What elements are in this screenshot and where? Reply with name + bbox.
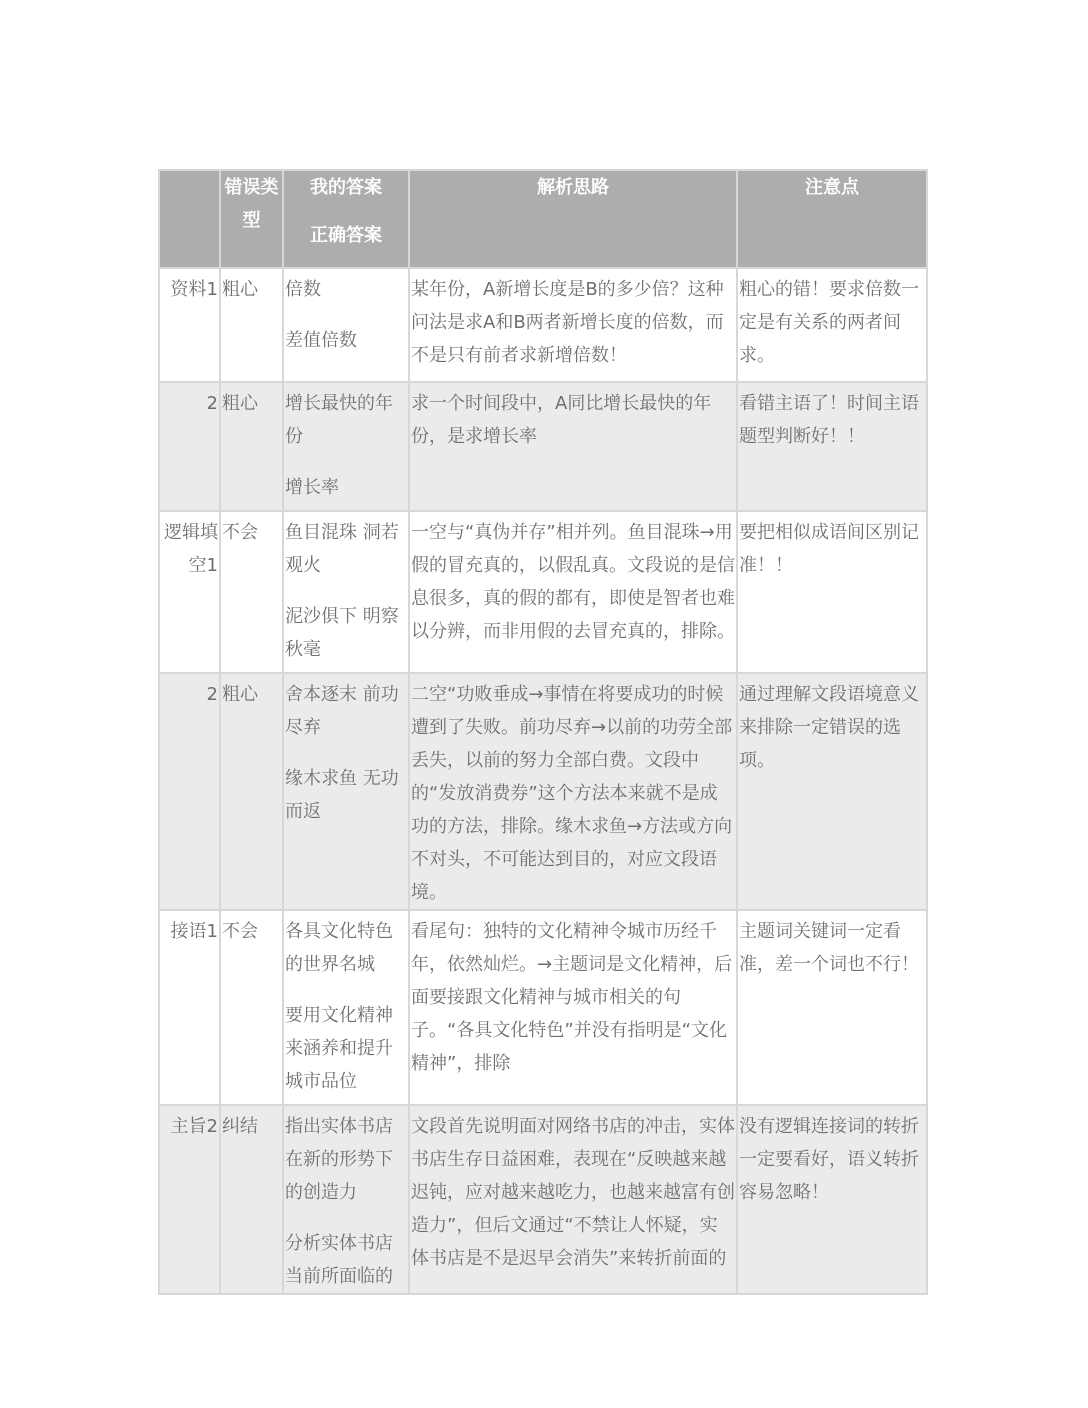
row-analysis: 一空与“真伪并存”相并列。鱼目混珠→用假的冒充真的，以假乱真。文段说的是信息很多，真的假的都有，即使是智者也难以分辨，而非用假的去冒充真的，排除。	[411, 522, 735, 642]
table-row	[159, 910, 927, 1105]
table-row	[159, 382, 927, 511]
row-error-type: 不会	[222, 522, 258, 543]
row-error-type: 不会	[222, 921, 258, 942]
header-answers	[283, 170, 409, 268]
row-correct-answer: 分析实体书店当前所面临的	[285, 1233, 393, 1287]
row-analysis: 文段首先说明面对网络书店的冲击，实体书店生存日益困难，表现在“反映越来越迟钝，应对越来越吃力，也越来越富有创造力”，但后文通过“不禁让人怀疑，实体书店是不是迟早会消失”来转折前面的	[411, 1116, 735, 1269]
row-error-type: 粗心	[222, 279, 258, 300]
row-my-answer: 倍数	[285, 279, 321, 300]
header-my-answer: 我的答案	[310, 177, 382, 198]
row-note: 主题词关键词一定看准，差一个词也不行！	[739, 921, 919, 975]
row-note: 没有逻辑连接词的转折一定要看好，语义转折容易忽略！	[739, 1116, 919, 1203]
row-item: 2	[206, 684, 218, 705]
error-review-table	[158, 169, 928, 1295]
row-analysis: 求一个时间段中，A同比增长最快的年份，是求增长率	[411, 393, 712, 447]
row-my-answer: 指出实体书店在新的形势下的创造力	[285, 1116, 393, 1203]
row-error-type: 粗心	[222, 684, 258, 705]
row-item: 2	[206, 393, 218, 414]
row-correct-answer: 差值倍数	[285, 330, 357, 351]
row-analysis: 某年份，A新增长度是B的多少倍？这种问法是求A和B两者新增长度的倍数，而不是只有前者求新增倍数！	[411, 279, 724, 366]
header-correct-answer: 正确答案	[310, 225, 382, 246]
row-error-type: 纠结	[222, 1116, 258, 1137]
table-row	[159, 1105, 927, 1294]
row-note: 通过理解文段语境意义来排除一定错误的选项。	[739, 684, 919, 771]
row-correct-answer: 增长率	[285, 477, 339, 498]
row-item: 逻辑填空1	[164, 522, 218, 576]
row-item: 资料1	[170, 279, 218, 300]
row-correct-answer: 要用文化精神来涵养和提升城市品位	[285, 1005, 393, 1092]
header-analysis: 解析思路	[409, 170, 737, 268]
header-error-type: 错误类型	[220, 170, 283, 268]
row-note: 看错主语了！时间主语题型判断好！！	[739, 393, 919, 447]
row-my-answer: 增长最快的年份	[285, 393, 393, 447]
row-correct-answer: 缘木求鱼 无功而返	[285, 768, 399, 822]
row-analysis: 看尾句：独特的文化精神令城市历经千年，依然灿烂。→主题词是文化精神，后面要接跟文化精神与城市相关的句子。“各具文化特色”并没有指明是“文化精神”，排除	[411, 921, 733, 1074]
header-row	[159, 170, 927, 268]
row-note: 要把相似成语间区别记准！！	[739, 522, 919, 576]
row-correct-answer: 泥沙俱下 明察秋毫	[285, 606, 399, 660]
row-my-answer: 各具文化特色的世界名城	[285, 921, 393, 975]
row-note: 粗心的错！要求倍数一定是有关系的两者间求。	[739, 279, 919, 366]
row-analysis: 二空“功败垂成→事情在将要成功的时候遭到了失败。前功尽弃→以前的功劳全部丢失，以前的努力全部白费。文段中的“发放消费券”这个方法本来就不是成功的方法，排除。缘木求鱼→方法或方向不对头，不可能达到目的，对应文段语境。	[411, 684, 733, 903]
table-row	[159, 673, 927, 910]
row-my-answer: 舍本逐末 前功尽弃	[285, 684, 399, 738]
row-error-type: 粗心	[222, 393, 258, 414]
row-item: 接语1	[170, 921, 218, 942]
header-note: 注意点	[737, 170, 927, 268]
table-row	[159, 268, 927, 382]
header-item	[159, 170, 220, 268]
row-item: 主旨2	[170, 1116, 218, 1137]
row-my-answer: 鱼目混珠 洞若观火	[285, 522, 399, 576]
table-row	[159, 511, 927, 673]
